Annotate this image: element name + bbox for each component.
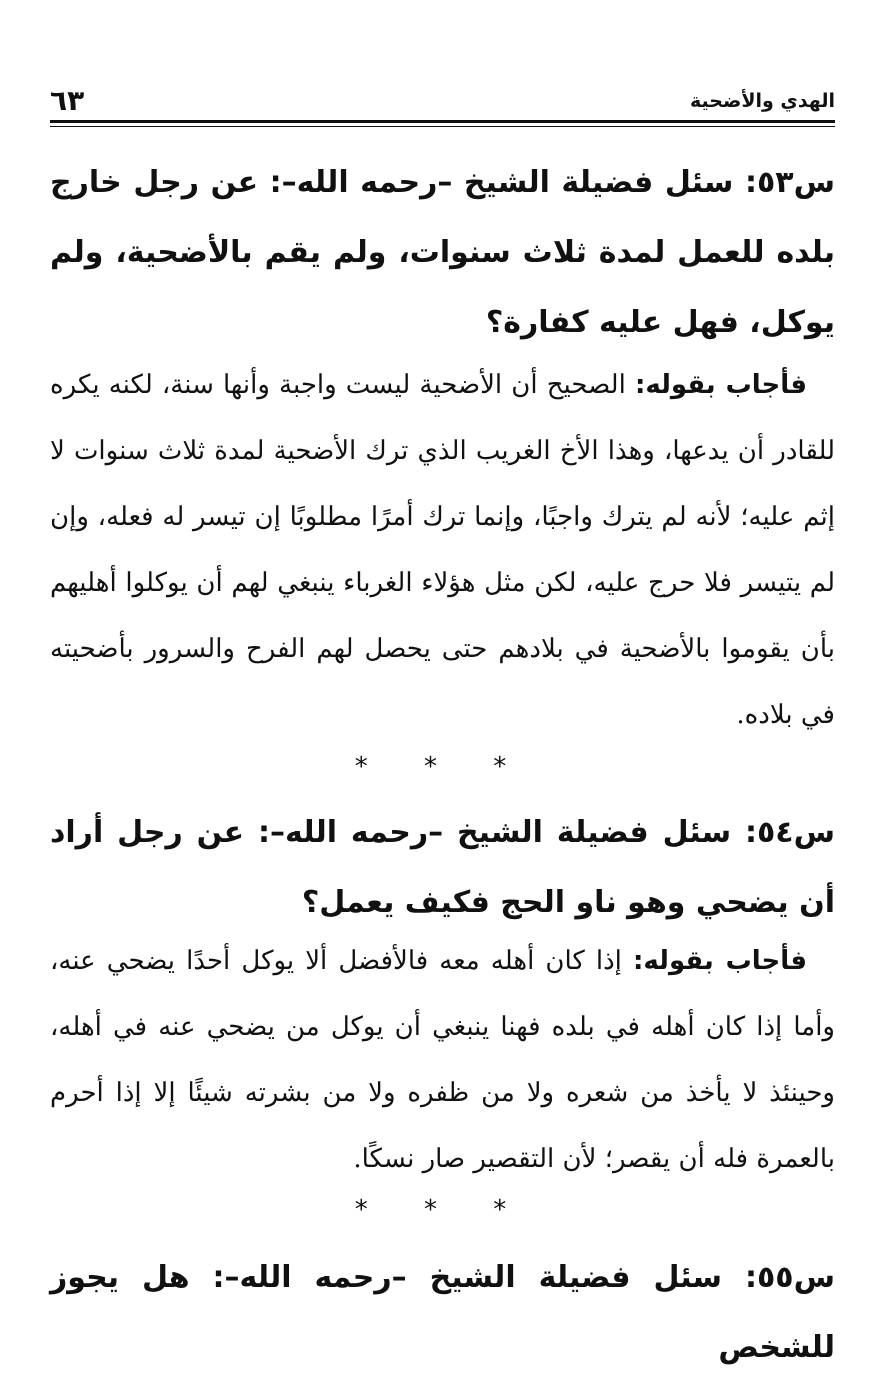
question-55-text: س٥٥: سئل فضيلة الشيخ –رحمه الله–: هل يجوز للشخص: [50, 1260, 835, 1365]
section-separator: * * *: [354, 752, 531, 782]
question-54: [50, 798, 835, 938]
answer-54: [50, 928, 835, 1192]
header-rule: [50, 120, 835, 123]
answer-53-body: الصحيح أن الأضحية ليست واجبة وأنها سنة، لكنه يكره للقادر أن يدعها، وهذا الأخ الغريب الذي ترك الأضحية لمدة ثلاث سنوات لا إثم عليه؛ لأنه لم يترك واجبًا، وإنما ترك أمرًا مطلوبًا إن تيسر له فعله، وإن لم يتيسر فلا حرج عليه، لكن مثل هؤلاء الغرباء ينبغي لهم أن يوكلوا أهليهم بأن يقوموا بالأضحية في بلادهم حتى يحصل لهم الفرح والسرور بأضحيته في بلاده.: [50, 370, 835, 730]
answer-53-text: [50, 352, 835, 748]
answer-lead: فأجاب بقوله:: [633, 946, 808, 976]
question-54-text: س٥٤: سئل فضيلة الشيخ –رحمه الله–: عن رجل أراد أن يضحي وهو ناو الحج فكيف يعمل؟: [50, 815, 835, 920]
answer-54-body: إذا كان أهله معه فالأفضل ألا يوكل أحدًا يضحي عنه، وأما إذا كان أهله في بلده فهنا ينبغي أن يوكل من يضحي عنه في أهله، وحينئذ لا يأخذ من شعره ولا من ظفره ولا من بشرته شيئًا إلا إذا أحرم بالعمرة فله أن يقصر؛ لأن التقصير صار نسكًا.: [50, 946, 835, 1174]
question-53-text: س٥٣: سئل فضيلة الشيخ –رحمه الله–: عن رجل خارج بلده للعمل لمدة ثلاث سنوات، ولم يقم بالأضحية، ولم يوكل، فهل عليه كفارة؟: [50, 165, 835, 340]
question-55: [50, 1243, 835, 1383]
section-separator: * * *: [354, 1195, 531, 1225]
header-rule-thin: [50, 126, 835, 127]
page-header: [50, 84, 835, 120]
page-number: ٦٣: [50, 84, 85, 117]
book-page: [50, 0, 835, 1383]
answer-54-text: [50, 928, 835, 1192]
answer-53: [50, 352, 835, 748]
answer-lead: فأجاب بقوله:: [634, 370, 808, 400]
running-title: الهدي والأضحية: [690, 90, 835, 112]
question-53: [50, 148, 835, 358]
